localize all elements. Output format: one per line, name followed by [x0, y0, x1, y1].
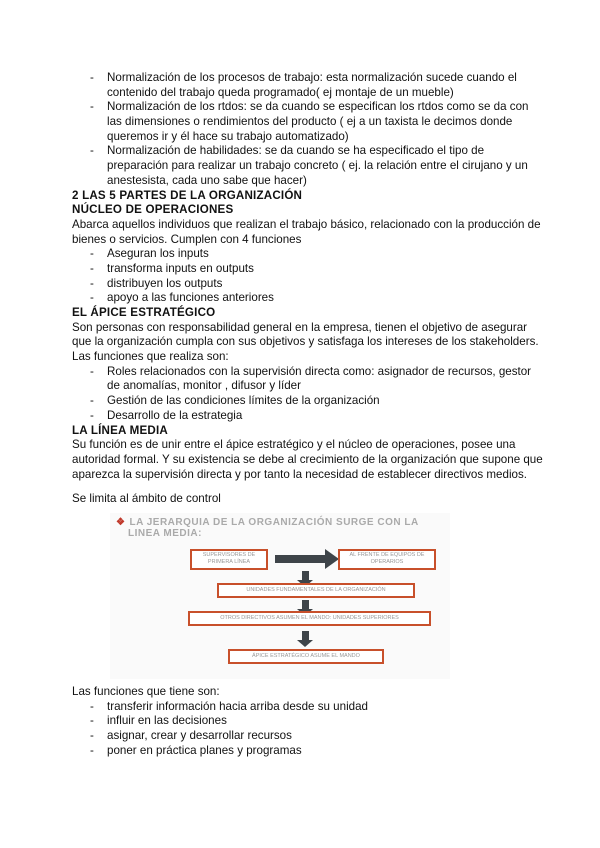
- figure-title: ❖ LA JERARQUIA DE LA ORGANIZACIÓN SURGE CON LA LINEA MEDIA:: [116, 516, 419, 539]
- text-line: aparezca la supervisión directa y por tanto la necesidad de establecer directivos medios.: [72, 467, 527, 481]
- list-item: - Roles relacionados con la supervisión directa como: asignador de recursos, gestor de anomalías, monitor , difusor y líder: [90, 364, 532, 393]
- arrow-down-icon: [302, 571, 309, 580]
- apice-heading: EL ÁPICE ESTRATÉGICO: [72, 306, 216, 319]
- list-item: - Gestión de las condiciones límites de la organización: [90, 394, 380, 408]
- text-line: Abarca aquellos individuos que realizan el trabajo básico, relacionado con la producción de: [72, 217, 541, 231]
- list-item: - Aseguran los inputs: [90, 247, 209, 261]
- list-item: - Desarrollo de la estrategia: [90, 408, 243, 422]
- text-line: bienes o servicios. Cumplen con 4 funciones: [72, 232, 302, 246]
- list-item: - influir en las decisiones: [90, 714, 227, 728]
- list-item: - poner en práctica planes y programas: [90, 743, 302, 757]
- text-line: Se limita al ámbito de control: [72, 492, 221, 506]
- list-item: - Normalización de los procesos de trabajo: esta normalización sucede cuando el contenido del trabajo queda programado( ej montaje de un mueble): [72, 71, 542, 100]
- list-item: - transferir información hacia arriba desde su unidad: [90, 699, 369, 713]
- text-line: autoridad formal. Y su existencia se debe al crecimiento de la organización que supone que: [72, 452, 543, 466]
- figure-box: UNIDADES FUNDAMENTALES DE LA ORGANIZACIÓN: [217, 583, 415, 598]
- nucleo-heading: NÚCLEO DE OPERACIONES: [72, 203, 234, 217]
- text-line: contenido del trabajo queda programado( ej montaje de un mueble): [107, 85, 454, 99]
- text-line: Son personas con responsabilidad general en la empresa, tienen el objetivo de asegurar: [72, 320, 528, 334]
- list-item: - apoyo a las funciones anteriores: [90, 291, 274, 305]
- list-item: - distribuyen los outputs: [90, 276, 223, 290]
- text-line: Normalización de habilidades: se da cuando se ha especificado el tipo de: [107, 144, 485, 158]
- text-line: Su función es de unir entre el ápice estratégico y el núcleo de operaciones, posee una: [72, 438, 516, 452]
- figure-box: ÁPICE ESTRATÉGICO ASUME EL MANDO: [228, 649, 384, 664]
- text-line: Normalización de los rtdos: se da cuando se especifican los rtdos como se da con: [107, 100, 529, 114]
- figure-box: OTROS DIRECTIVOS ASUMEN EL MANDO: UNIDADES SUPERIORES: [188, 611, 431, 626]
- text-line: preparación para realizar un trabajo concreto ( ej. la relación entre el cirujano y un: [107, 159, 528, 173]
- text-line: Normalización de los procesos de trabajo: esta normalización sucede cuando el: [107, 71, 517, 84]
- text-line: que la organización cumpla con sus objetivos y satisfaga los intereses de los stakeholders.: [72, 335, 539, 349]
- figure-box: SUPERVISORES DE PRIMERA LÍNEA: [190, 549, 268, 570]
- diamond-bullet-icon: ❖: [116, 516, 126, 528]
- text-line: las dimensiones o rendimientos del producto ( ej a un taxista le decimos donde: [107, 115, 513, 129]
- arrow-down-icon: [302, 631, 309, 640]
- text-line: Las funciones que tiene son:: [72, 684, 220, 698]
- arrow-down-icon: [302, 600, 309, 609]
- list-item: - asignar, crear y desarrollar recursos: [90, 729, 292, 742]
- text-line: Las funciones que realiza son:: [72, 350, 229, 364]
- figure-box: AL FRENTE DE EQUIPOS DE OPERARIOS: [338, 549, 436, 570]
- arrow-right-icon: [275, 555, 325, 563]
- linea-heading: LA LÍNEA MEDIA: [72, 423, 168, 437]
- text-line: anestesista, cada uno sabe que hacer): [107, 173, 307, 187]
- list-item: - Normalización de habilidades: se da cuando se ha especificado el tipo de preparación para realizar un trabajo concreto ( ej. la relación entre el cirujano y un anestesista, cada uno sabe que hacer): [72, 144, 542, 188]
- list-item: - Normalización de los rtdos: se da cuando se especifican los rtdos como se da con las dimensiones o rendimientos del producto ( ej a un taxista le decimos donde queremos ir y él hace su trabajo automatizado): [72, 100, 542, 144]
- list-item: - transforma inputs en outputs: [90, 261, 254, 275]
- text-line: queremos ir y él hace su trabajo automatizado): [107, 129, 349, 143]
- section-heading: 2 LAS 5 PARTES DE LA ORGANIZACIÓN: [72, 188, 303, 202]
- hierarchy-figure: [110, 513, 450, 679]
- normalization-list: [72, 71, 542, 189]
